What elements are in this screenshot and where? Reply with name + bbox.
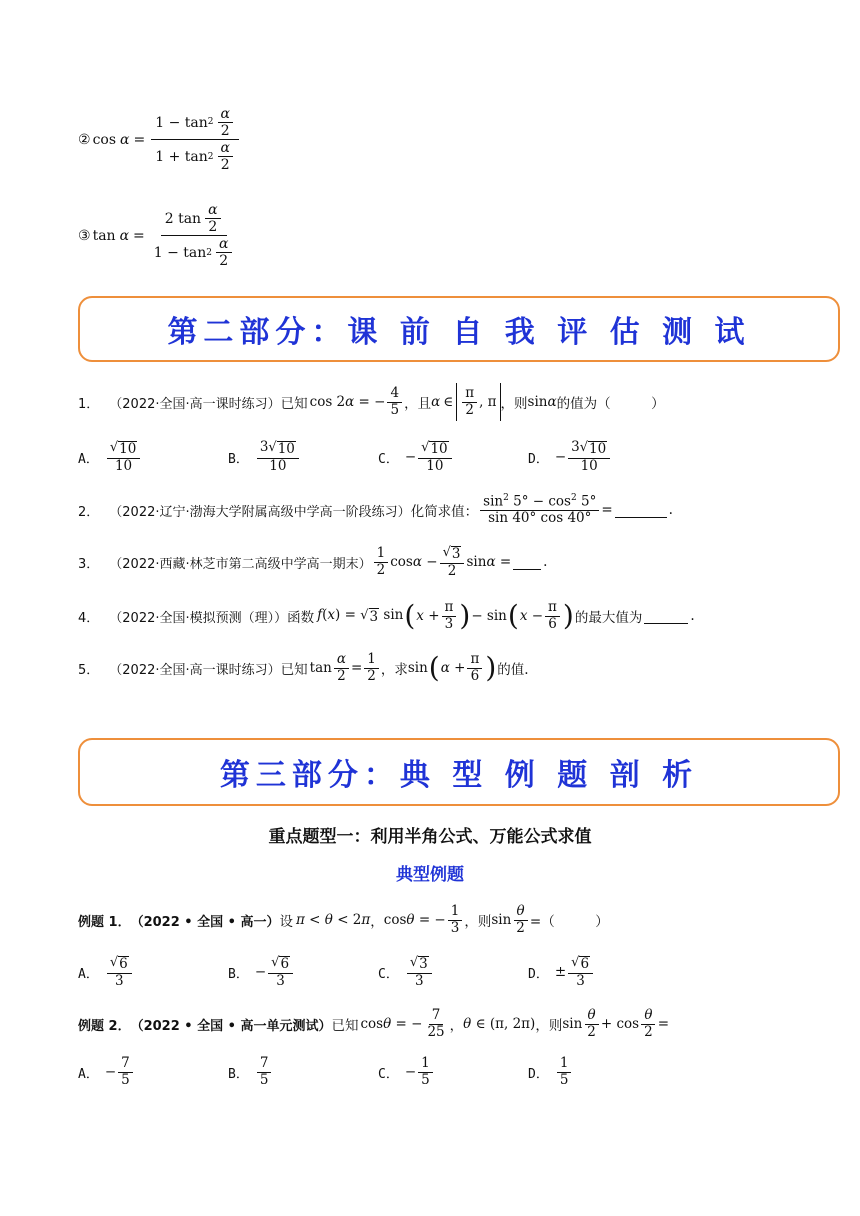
formula-cos-half-angle: ② cos α = 1 − tan 2 $\frac{\alpha}{2}$ 1 + tan 2 $\frac{\alpha}{2}$ (78, 106, 241, 173)
question-text: 函数 (287, 610, 315, 626)
question-source: （2022·全国·高一课时练习） (109, 662, 281, 678)
example-text: ，则 (535, 1018, 563, 1034)
question-source: （2022·西藏·林芝市第二高级中学高一期末） (109, 556, 372, 572)
option-label: A． (78, 966, 99, 982)
formula-tan-half-angle: ③ tan α = 2 tan $\frac{\alpha}{2}$ 1 − tan 2 $\frac{\alpha}{2}$ (78, 202, 239, 269)
question-text: 已知 (280, 396, 308, 412)
example-label: 例题 2． (78, 1018, 131, 1034)
section-banner-examples (78, 738, 840, 806)
question-text: 的最大值为 (574, 610, 643, 626)
question-source: （2022·全国·高一课时练习） (109, 396, 281, 412)
option-label: B． (228, 966, 249, 982)
question-source: （2022·全国·模拟预测（理）） (109, 610, 288, 626)
answer-blank[interactable] (615, 503, 667, 518)
question-number: 5． (78, 662, 100, 678)
question-text: 化简求值： (410, 504, 479, 520)
answer-blank[interactable] (513, 555, 541, 570)
example-text: 设 (279, 914, 293, 930)
option-c[interactable]: C． − √ 10 10 (378, 438, 454, 476)
question-number: 4． (78, 610, 100, 626)
question-text: ，求 (380, 662, 408, 678)
example-text: ，则 (464, 914, 492, 930)
option-d[interactable]: D． − 3 √ 10 10 (528, 438, 612, 476)
example-2-option-b[interactable]: B． $\frac{7}{5}$ (228, 1052, 273, 1092)
option-label: D． (528, 966, 549, 982)
option-b[interactable]: B． 3 √ 10 10 (228, 438, 301, 476)
formula-label-2: ② (78, 131, 91, 148)
option-label: C． (378, 966, 399, 982)
question-source: （2022·辽宁·渤海大学附属高级中学高一阶段练习） (109, 504, 411, 520)
example-1-option-a[interactable]: A． √ 6 3 (78, 952, 134, 992)
question-text: 的值为（ ） (556, 396, 665, 412)
option-label: A． (78, 1066, 99, 1082)
option-label: B． (228, 1066, 249, 1082)
banner-title: 第三部分：典 型 例 题 剖 析 (219, 758, 699, 793)
example-1-option-b[interactable]: B． − √ 6 3 (228, 952, 295, 992)
question-text: 已知 (280, 662, 308, 678)
question-number: 2． (78, 504, 100, 520)
example-2-option-d[interactable]: D． $\frac{1}{5}$ (528, 1052, 573, 1092)
example-2-option-c[interactable]: C． − $\frac{1}{5}$ (378, 1052, 435, 1092)
question-text: ，则 (500, 396, 528, 412)
question-4: 4． （2022·全国·模拟预测（理）） 函数 f(x) = √ 3 sin ( x + $\frac{\pi}{3}$ ) − sin ( x − $\frac{\pi}{6}$ ) 的最大值为 . (78, 598, 695, 632)
question-5: 5． （2022·全国·高一课时练习） 已知 tan $\frac{\alpha}{2}$ = $\frac{1}{2}$ ，求 sin ( α + $\frac{\pi}{6}$ ) 的值. (78, 650, 529, 684)
question-3: 3． （2022·西藏·林芝市第二高级中学高一期末） $\frac{1}{2}$ cosα − √ 3 2 sinα = . (78, 544, 548, 579)
example-2-option-a[interactable]: A． − $\frac{7}{5}$ (78, 1052, 135, 1092)
question-1: 1． （2022·全国·高一课时练习） 已知 cos 2α = − $\frac{4}{5}$ ，且 α ∈ $\frac{\pi}{2}$ , π ，则 sinα 的值为（ ） (78, 380, 665, 424)
example-text: ， (449, 1018, 464, 1034)
question-text: ，且 (404, 396, 432, 412)
example-1: 例题 1． （2022 • 全国 • 高一） 设 π < θ < 2π ， cosθ = − $\frac{1}{3}$ ，则 sin $\frac{\theta}{2}$ =（ ） (78, 902, 609, 936)
option-label: C． (378, 451, 399, 467)
formula-label-3: ③ (78, 227, 91, 244)
section-heading: 重点题型一：利用半角公式、万能公式求值 (268, 827, 592, 847)
sub-heading: 典型例题 (396, 865, 464, 885)
example-text: ， (370, 914, 384, 930)
option-a[interactable]: A． √ 10 10 (78, 438, 142, 476)
example-1-option-c[interactable]: C． √ 3 3 (378, 952, 434, 992)
option-label: D． (528, 451, 549, 467)
example-1-option-d[interactable]: D． ± √ 6 3 (528, 952, 595, 992)
question-2: 2． （2022·辽宁·渤海大学附属高级中学高一阶段练习） 化简求值： $\frac{\sin^2 5^\circ - \cos^2 5^\circ}{\sin 40^\circ \cos 40^\circ}$ = . (78, 493, 673, 527)
question-number: 3． (78, 556, 100, 572)
example-source: （2022 • 全国 • 高一） (130, 914, 280, 930)
example-label: 例题 1． (78, 914, 131, 930)
example-text: =（ ） (529, 914, 609, 930)
option-label: B． (228, 451, 249, 467)
option-label: D． (528, 1066, 549, 1082)
option-label: C． (378, 1066, 399, 1082)
example-text: 已知 (331, 1018, 359, 1034)
question-number: 1． (78, 396, 100, 412)
banner-title: 第二部分：课 前 自 我 评 估 测 试 (167, 315, 751, 350)
example-source: （2022 • 全国 • 高一单元测试） (130, 1018, 332, 1034)
example-2: 例题 2． （2022 • 全国 • 高一单元测试） 已知 cosθ = − $\frac{7}{25}$ ， θ ∈ (π, 2π) ，则 sin $\frac{\theta}{2}$ + cos $\frac{\theta}{2}$ = (78, 1006, 670, 1040)
section-banner-self-assessment (78, 296, 840, 362)
question-text: 的值. (497, 662, 529, 678)
option-label: A． (78, 451, 99, 467)
answer-blank[interactable] (644, 609, 688, 624)
